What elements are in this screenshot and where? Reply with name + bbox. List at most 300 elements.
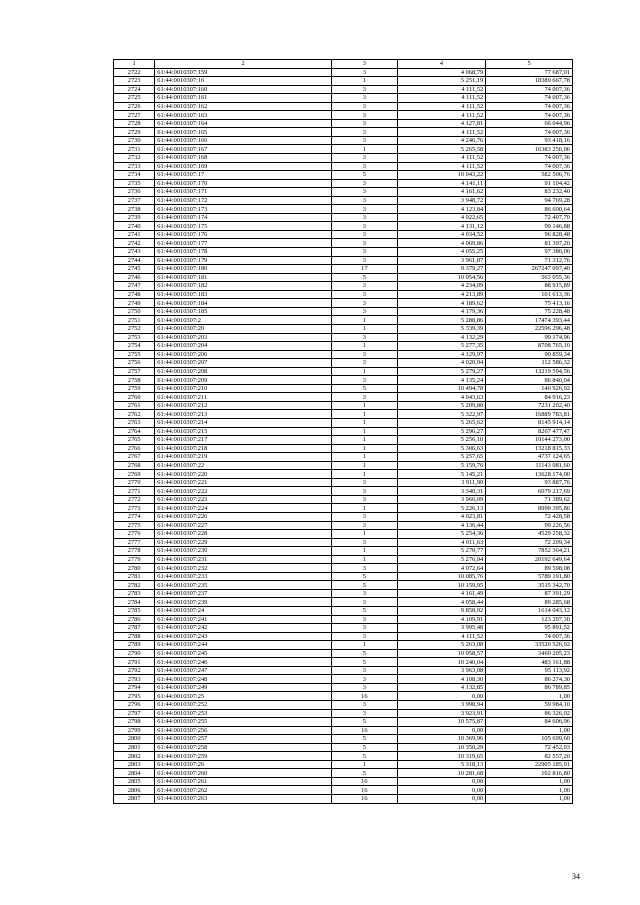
table-cell: 96 828,48: [486, 230, 573, 239]
table-cell: 2731: [114, 145, 155, 154]
table-cell: 4 123,84: [397, 205, 486, 214]
table-row: [114, 350, 573, 359]
table-cell: 61:44:0010307:247: [155, 666, 332, 675]
table-cell: 3 340,31: [397, 487, 486, 496]
table-cell: 61:44:0010307:256: [155, 726, 332, 735]
table-cell: 16: [332, 795, 398, 804]
table-cell: 2795: [114, 692, 155, 701]
table-cell: 3: [332, 709, 398, 718]
table-cell: 61:44:0010307:16: [155, 77, 332, 86]
table-row: [114, 624, 573, 633]
table-cell: 93 418,16: [486, 136, 573, 145]
table-cell: 5: [332, 171, 398, 180]
table-cell: 22596 296,48: [486, 324, 573, 333]
table-cell: 99 226,56: [486, 521, 573, 530]
table-cell: 4 108,30: [397, 675, 486, 684]
table-cell: 1: [332, 367, 398, 376]
table-cell: 1,00: [486, 726, 573, 735]
table-cell: 1: [332, 530, 398, 539]
table-cell: 0,00: [397, 795, 486, 804]
table-cell: 2733: [114, 162, 155, 171]
table-cell: 61:44:0010307:170: [155, 179, 332, 188]
table-cell: 61:44:0010307:237: [155, 589, 332, 598]
table-row: [114, 718, 573, 727]
table-cell: 2789: [114, 641, 155, 650]
table-cell: 582 506,76: [486, 171, 573, 180]
table-cell: 90 859,34: [486, 350, 573, 359]
table-cell: 5 265,62: [397, 418, 486, 427]
table-cell: 5: [332, 649, 398, 658]
table-row: [114, 265, 573, 274]
column-header: 3: [332, 60, 398, 69]
table-row: [114, 162, 573, 171]
table-cell: 2776: [114, 530, 155, 539]
table-cell: 2722: [114, 68, 155, 77]
table-cell: 61:44:0010307:169: [155, 162, 332, 171]
table-cell: 61:44:0010307:228: [155, 530, 332, 539]
table-cell: 1: [332, 427, 398, 436]
table-cell: 1: [332, 760, 398, 769]
table-cell: 5 257,65: [397, 453, 486, 462]
table-cell: 2750: [114, 307, 155, 316]
table-row: [114, 188, 573, 197]
table-cell: 2736: [114, 188, 155, 197]
table-cell: 2754: [114, 342, 155, 351]
table-cell: 2756: [114, 359, 155, 368]
table-cell: 7231 202,40: [486, 401, 573, 410]
table-cell: 1: [332, 342, 398, 351]
table-cell: 5 251,19: [397, 77, 486, 86]
table-cell: 2751: [114, 316, 155, 325]
table-cell: 61:44:0010307:183: [155, 290, 332, 299]
table-cell: 1: [332, 316, 398, 325]
table-row: [114, 555, 573, 564]
table-row: [114, 410, 573, 419]
table-cell: 2801: [114, 743, 155, 752]
table-row: [114, 85, 573, 94]
table-cell: 91 104,42: [486, 179, 573, 188]
table-cell: 97 386,00: [486, 248, 573, 257]
table-cell: 2788: [114, 632, 155, 641]
table-row: [114, 453, 573, 462]
table-cell: 74 007,36: [486, 632, 573, 641]
table-cell: 3: [332, 359, 398, 368]
table-cell: 105 699,60: [486, 735, 573, 744]
table-cell: 61:44:0010307:164: [155, 119, 332, 128]
table-cell: 66 044,96: [486, 119, 573, 128]
table-cell: 112 586,32: [486, 359, 573, 368]
table-cell: 4 111,52: [397, 128, 486, 137]
table-cell: 267247 097,40: [486, 265, 573, 274]
column-header: 4: [397, 60, 486, 69]
table-cell: 61:44:0010307:227: [155, 521, 332, 530]
table-cell: 4 132,29: [397, 333, 486, 342]
table-cell: 61:44:0010307:249: [155, 683, 332, 692]
table-cell: 4 023,81: [397, 512, 486, 521]
table-cell: 3: [332, 376, 398, 385]
table-cell: 483 161,88: [486, 658, 573, 667]
table-row: [114, 495, 573, 504]
table-cell: 61:44:0010307:229: [155, 538, 332, 547]
table-cell: 61:44:0010307:244: [155, 641, 332, 650]
table-cell: 3: [332, 248, 398, 257]
table-cell: 9 379,27: [397, 265, 486, 274]
table-cell: 61:44:0010307:262: [155, 786, 332, 795]
table-cell: 3: [332, 85, 398, 94]
table-cell: 61:44:0010307:245: [155, 649, 332, 658]
table-cell: 16889 783,81: [486, 410, 573, 419]
table-cell: 1,00: [486, 777, 573, 786]
table-cell: 2802: [114, 752, 155, 761]
table-cell: 1: [332, 324, 398, 333]
table-cell: 3: [332, 701, 398, 710]
table-cell: 61:44:0010307:222: [155, 487, 332, 496]
table-cell: 10 159,95: [397, 581, 486, 590]
table-cell: 5 306,63: [397, 444, 486, 453]
table-cell: 3: [332, 615, 398, 624]
table-cell: 2797: [114, 709, 155, 718]
table-cell: 3: [332, 154, 398, 163]
table-row: [114, 154, 573, 163]
table-cell: 3: [332, 598, 398, 607]
table-cell: 4 069,86: [397, 239, 486, 248]
table-cell: 8145 914,14: [486, 418, 573, 427]
table-cell: 74 007,36: [486, 154, 573, 163]
table-cell: 5: [332, 384, 398, 393]
table-row: [114, 359, 573, 368]
table-cell: 61:44:0010307:220: [155, 470, 332, 479]
table-cell: 16383 256,06: [486, 145, 573, 154]
table-row: [114, 632, 573, 641]
table-cell: 2741: [114, 230, 155, 239]
table-cell: 2742: [114, 239, 155, 248]
table-cell: 4 141,11: [397, 179, 486, 188]
table-row: [114, 68, 573, 77]
table-row: [114, 393, 573, 402]
table-cell: 72 452,03: [486, 743, 573, 752]
table-cell: 146 926,92: [486, 384, 573, 393]
table-cell: 13219 594,56: [486, 367, 573, 376]
table-cell: 17: [332, 265, 398, 274]
table-cell: 1: [332, 145, 398, 154]
table-cell: 61:44:0010307:165: [155, 128, 332, 137]
table-cell: 2793: [114, 675, 155, 684]
table-cell: 1: [332, 418, 398, 427]
table-cell: 61:44:0010307:208: [155, 367, 332, 376]
table-cell: 1: [332, 453, 398, 462]
table-cell: 5 276,94: [397, 555, 486, 564]
table-cell: 11143 081,60: [486, 461, 573, 470]
table-cell: 61:44:0010307:184: [155, 299, 332, 308]
table-cell: 4 034,52: [397, 230, 486, 239]
table-row: [114, 213, 573, 222]
table-cell: 4737 124,65: [486, 453, 573, 462]
table-cell: 2772: [114, 495, 155, 504]
table-cell: 3 995,48: [397, 624, 486, 633]
table-cell: 61:44:0010307:241: [155, 615, 332, 624]
table-cell: 3: [332, 521, 398, 530]
table-cell: 3: [332, 68, 398, 77]
table-cell: 10 281,68: [397, 769, 486, 778]
table-row: [114, 607, 573, 616]
table-row: [114, 401, 573, 410]
table-cell: 61:44:0010307:177: [155, 239, 332, 248]
table-row: [114, 581, 573, 590]
table-cell: 4 161,62: [397, 188, 486, 197]
table-cell: 89 598,08: [486, 564, 573, 573]
table-cell: 2747: [114, 282, 155, 291]
table-row: [114, 316, 573, 325]
table-cell: 101 613,36: [486, 290, 573, 299]
table-cell: 4 111,52: [397, 102, 486, 111]
table-cell: 61:44:0010307:263: [155, 795, 332, 804]
table-row: [114, 119, 573, 128]
table-row: [114, 333, 573, 342]
table-cell: 61:44:0010307:218: [155, 444, 332, 453]
table-cell: 2735: [114, 179, 155, 188]
table-cell: 71 389,62: [486, 495, 573, 504]
table-cell: 83 232,40: [486, 188, 573, 197]
table-cell: 61:44:0010307:230: [155, 547, 332, 556]
table-cell: 1: [332, 401, 398, 410]
table-cell: 2762: [114, 410, 155, 419]
table-cell: 102 816,80: [486, 769, 573, 778]
table-cell: 61:44:0010307:206: [155, 350, 332, 359]
table-cell: 2737: [114, 196, 155, 205]
table-cell: 3: [332, 256, 398, 265]
table-cell: 16: [332, 777, 398, 786]
table-cell: 59 984,10: [486, 701, 573, 710]
table-cell: 5: [332, 658, 398, 667]
table-cell: 61:44:0010307:20: [155, 324, 332, 333]
table-cell: 2725: [114, 94, 155, 103]
table-row: [114, 136, 573, 145]
table-row: [114, 504, 573, 513]
table-cell: 3515 342,70: [486, 581, 573, 590]
table-cell: 1,00: [486, 795, 573, 804]
table-cell: 2785: [114, 607, 155, 616]
table-cell: 16: [332, 692, 398, 701]
table-cell: 10 494,78: [397, 384, 486, 393]
table-cell: 2764: [114, 427, 155, 436]
table-cell: 61:44:0010307:171: [155, 188, 332, 197]
table-cell: 99 174,96: [486, 333, 573, 342]
table-cell: 86 326,02: [486, 709, 573, 718]
table-row: [114, 77, 573, 86]
table-cell: 1,00: [486, 692, 573, 701]
table-cell: 99 146,88: [486, 222, 573, 231]
table-cell: 10 350,29: [397, 743, 486, 752]
table-cell: 3: [332, 119, 398, 128]
table-cell: 2759: [114, 384, 155, 393]
table-cell: 22905 185,91: [486, 760, 573, 769]
table-cell: 3: [332, 94, 398, 103]
table-cell: 20192 649,64: [486, 555, 573, 564]
table-cell: 3: [332, 213, 398, 222]
table-row: [114, 376, 573, 385]
table-cell: 86 274,30: [486, 675, 573, 684]
table-cell: 3: [332, 624, 398, 633]
table-cell: 61:44:0010307:185: [155, 307, 332, 316]
table-cell: 61:44:0010307:166: [155, 136, 332, 145]
table-row: [114, 444, 573, 453]
table-cell: 0,00: [397, 726, 486, 735]
table-cell: 61:44:0010307:17: [155, 171, 332, 180]
table-cell: 84 916,23: [486, 393, 573, 402]
table-cell: 3: [332, 666, 398, 675]
table-cell: 3: [332, 683, 398, 692]
table-row: [114, 205, 573, 214]
table-cell: 84 606,96: [486, 718, 573, 727]
table-cell: 61:44:0010307:226: [155, 512, 332, 521]
table-cell: 61:44:0010307:168: [155, 154, 332, 163]
table-cell: 3: [332, 290, 398, 299]
table-cell: 5 322,97: [397, 410, 486, 419]
table-cell: 4 132,85: [397, 683, 486, 692]
table-row: [114, 299, 573, 308]
table-cell: 61:44:0010307:258: [155, 743, 332, 752]
table-row: [114, 615, 573, 624]
table-cell: 61:44:0010307:246: [155, 658, 332, 667]
table-row: [114, 324, 573, 333]
table-cell: 1: [332, 504, 398, 513]
table-row: [114, 384, 573, 393]
table-cell: 2732: [114, 154, 155, 163]
table-cell: 3: [332, 162, 398, 171]
table-cell: 2746: [114, 273, 155, 282]
table-cell: 2806: [114, 786, 155, 795]
table-row: [114, 760, 573, 769]
table-cell: 87 391,29: [486, 589, 573, 598]
table-cell: 4 109,91: [397, 615, 486, 624]
table-cell: 2755: [114, 350, 155, 359]
table-cell: 2774: [114, 512, 155, 521]
table-cell: 4 127,81: [397, 119, 486, 128]
table-row: [114, 572, 573, 581]
table-cell: 2787: [114, 624, 155, 633]
table-cell: 75 228,48: [486, 307, 573, 316]
table-cell: 2777: [114, 538, 155, 547]
table-cell: 4 136,44: [397, 521, 486, 530]
table-cell: 5: [332, 752, 398, 761]
table-cell: 5: [332, 743, 398, 752]
table-cell: 86 840,04: [486, 376, 573, 385]
table-cell: 5 270,77: [397, 547, 486, 556]
table-cell: 81 397,20: [486, 239, 573, 248]
table-row: [114, 752, 573, 761]
table-row: [114, 589, 573, 598]
table-cell: 61:44:0010307:211: [155, 393, 332, 402]
table-cell: 5: [332, 769, 398, 778]
table-cell: 74 007,36: [486, 111, 573, 120]
table-row: [114, 512, 573, 521]
table-header-row: [114, 60, 573, 69]
table-cell: 61:44:0010307:167: [155, 145, 332, 154]
table-row: [114, 470, 573, 479]
table-row: [114, 769, 573, 778]
table-cell: 2726: [114, 102, 155, 111]
table-cell: 3: [332, 102, 398, 111]
table-cell: 4 189,62: [397, 299, 486, 308]
table-cell: 2730: [114, 136, 155, 145]
table-cell: 6079 217,69: [486, 487, 573, 496]
table-cell: 3: [332, 188, 398, 197]
table-cell: 74 007,36: [486, 102, 573, 111]
table-cell: 5 256,10: [397, 436, 486, 445]
table-cell: 4 111,52: [397, 154, 486, 163]
table-cell: 4 020,94: [397, 359, 486, 368]
table-cell: 2743: [114, 248, 155, 257]
table-cell: 5 209,80: [397, 401, 486, 410]
table-cell: 61:44:0010307:259: [155, 752, 332, 761]
column-header: 2: [155, 60, 332, 69]
table-cell: 1: [332, 547, 398, 556]
table-cell: 4 043,63: [397, 393, 486, 402]
table-cell: 2778: [114, 547, 155, 556]
table-cell: 4 072,64: [397, 564, 486, 573]
table-cell: 2740: [114, 222, 155, 231]
table-row: [114, 256, 573, 265]
table-row: [114, 239, 573, 248]
table-cell: 61:44:0010307:172: [155, 196, 332, 205]
table-cell: 61:44:0010307:213: [155, 410, 332, 419]
table-cell: 61:44:0010307:214: [155, 418, 332, 427]
table-cell: 86 789,85: [486, 683, 573, 692]
table-cell: 10 319,65: [397, 752, 486, 761]
table-row: [114, 128, 573, 137]
table-row: [114, 179, 573, 188]
table-cell: 2804: [114, 769, 155, 778]
table-cell: 4 111,52: [397, 111, 486, 120]
table-cell: 9 858,92: [397, 607, 486, 616]
table-cell: 3: [332, 589, 398, 598]
table-cell: 61:44:0010307:163: [155, 111, 332, 120]
table-cell: 2775: [114, 521, 155, 530]
table-row: [114, 307, 573, 316]
table-cell: 8708 765,10: [486, 342, 573, 351]
table-cell: 1: [332, 77, 398, 86]
table-cell: 1: [332, 444, 398, 453]
table-cell: 2753: [114, 333, 155, 342]
table-body: [114, 68, 573, 803]
table-cell: 5789 191,80: [486, 572, 573, 581]
table-cell: 3: [332, 111, 398, 120]
table-cell: 3: [332, 487, 398, 496]
table-cell: 61:44:0010307:243: [155, 632, 332, 641]
table-cell: 4 111,52: [397, 162, 486, 171]
table-cell: 3: [332, 179, 398, 188]
table-row: [114, 530, 573, 539]
table-cell: 0,00: [397, 777, 486, 786]
table-row: [114, 777, 573, 786]
table-cell: 2723: [114, 77, 155, 86]
table-cell: 61:44:0010307:223: [155, 495, 332, 504]
table-cell: 61:44:0010307:221: [155, 478, 332, 487]
table-row: [114, 666, 573, 675]
table-row: [114, 145, 573, 154]
table-cell: 4 058,44: [397, 598, 486, 607]
table-cell: 3: [332, 495, 398, 504]
table-row: [114, 641, 573, 650]
table-cell: 1: [332, 461, 398, 470]
table-cell: 61:44:0010307:224: [155, 504, 332, 513]
table-cell: 2779: [114, 555, 155, 564]
table-cell: 2799: [114, 726, 155, 735]
table-cell: 2800: [114, 735, 155, 744]
table-cell: 2807: [114, 795, 155, 804]
table-cell: 61:44:0010307:203: [155, 333, 332, 342]
table-cell: 2757: [114, 367, 155, 376]
